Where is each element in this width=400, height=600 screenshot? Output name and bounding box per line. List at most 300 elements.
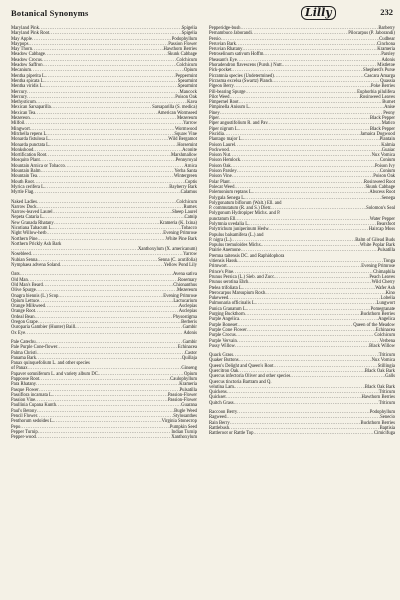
entry-synonym: Asclepias <box>178 309 197 315</box>
entry-name: Narrow Dock <box>11 204 37 210</box>
entry-synonym: Tobacco <box>181 225 197 231</box>
entry-synonym: Cinchona <box>377 41 395 47</box>
entry-name: velutina Lam. <box>209 384 236 390</box>
entry-synonym: Yarrow <box>183 252 197 258</box>
entry-name: Naked Ladies <box>11 199 37 205</box>
entry-name: Piper nigrum L. <box>209 126 239 132</box>
entry-synonym: Wild Cherry <box>371 280 395 286</box>
entry-synonym: Berberis <box>181 320 197 326</box>
entry-name: Persio <box>209 36 221 42</box>
entry-name: Paul's Betony <box>11 408 37 414</box>
entry-synonym: Colchicum <box>374 333 395 339</box>
entry-name: Peruvian Bark <box>209 41 236 47</box>
entry-name: Quercus infectoria Oliver and other species <box>209 374 291 380</box>
entry-name: Myrica cerifera L. <box>11 184 46 190</box>
entry-synonym: Peach Leaves <box>369 274 395 280</box>
entry-synonym: Skunk Cabbage <box>365 184 395 190</box>
entry-synonym: Stylosanthes <box>173 414 197 420</box>
synonym-entry <box>11 331 197 336</box>
entry-synonym: Baptisia <box>379 425 395 431</box>
entry-name: Prunus serotina Ehrh. <box>209 280 250 286</box>
entry-name: Purging Buckthorn <box>209 312 245 318</box>
entry-synonym: Rosinweed Leaves <box>359 94 395 100</box>
entry-synonym: Pomegranate <box>370 306 395 312</box>
entry-name: Narrow-leaved Laurel <box>11 210 53 216</box>
entry-name: Penthorum sedoides L. <box>11 419 55 425</box>
entry-name: Pepperidge-bush <box>209 26 241 31</box>
entry-name: Ragweed <box>209 415 227 421</box>
entry-synonym: Parsley <box>381 52 395 58</box>
entry-synonym: Wafer Ash <box>375 285 395 291</box>
entry-synonym: Triticum <box>378 390 395 396</box>
page-number: 232 <box>380 7 393 17</box>
entry-name: Purple Cone Flower <box>209 327 247 333</box>
entry-synonym: Black Oak Bark <box>364 369 395 374</box>
entry-synonym: Skunk Cabbage <box>167 52 197 58</box>
entry-synonym: Abscess Root <box>369 190 395 196</box>
entry-synonym: Guarana <box>181 403 197 409</box>
entry-name: Mexican Sarsaparilla <box>11 105 51 111</box>
entry-synonym: Peony <box>383 110 395 116</box>
entry-synonym: Poke Berries <box>370 84 395 90</box>
entry-name: Meadow Saffron <box>11 63 43 69</box>
dot-leader <box>234 401 379 406</box>
entry-synonym: Rosinweed Root <box>363 179 395 185</box>
entry-name: Monkshood <box>11 147 34 153</box>
entry-name: Myrtle Flag <box>11 190 34 196</box>
entry-name: Opium Lettuce <box>11 298 40 304</box>
entry-synonym: Buckthorn Berries <box>360 420 395 426</box>
entry-name: Mingwort <box>11 126 30 132</box>
entry-name: Pepo <box>11 424 21 430</box>
entry-synonym: Guaiac <box>381 147 395 153</box>
entry-synonym: Rosemary <box>177 277 197 283</box>
dot-leader <box>290 374 385 379</box>
entry-name: Piscidia <box>209 131 224 137</box>
entry-synonym: American Wormseed <box>157 110 197 116</box>
entry-synonym: Pumpkin Seed <box>169 424 197 430</box>
entry-name: Maryland Pink <box>11 26 39 31</box>
entry-name: vitiensis Hassk. <box>209 259 239 265</box>
entry-name: Oregon Grape <box>11 320 38 326</box>
entry-name: Poison Laurel <box>209 142 236 148</box>
entry-name: Polygonatum biflorum (Walt.) Ell. and <box>209 200 282 206</box>
entry-synonym: Echinacea <box>177 345 197 351</box>
entry-name: Para Rhatany <box>11 382 37 388</box>
entry-synonym: Mistletoe <box>377 63 395 69</box>
entry-synonym: Evening Primrose <box>163 293 197 299</box>
entry-name: Polytrichum juniperinum Hedw. <box>209 227 270 233</box>
entry-synonym: Barberry <box>378 26 395 31</box>
entry-name: Pilot Weed <box>209 94 230 100</box>
entry-synonym: Black Pepper <box>369 116 395 122</box>
entry-synonym: Caulophyllum <box>170 377 197 382</box>
entry-name: May Apple <box>11 36 32 42</box>
entry-name: Pimpinella Anisum L. <box>209 105 251 111</box>
entry-name: Polar Plant <box>209 179 230 185</box>
entry-name: Piper <box>209 116 219 122</box>
entry-name: Passiflora incarnata L. <box>11 392 54 398</box>
entry-name: Poison Nut <box>209 153 230 159</box>
entry-name: Pheasant's Eye <box>209 57 237 63</box>
entry-name: Pick-pocket <box>209 68 232 74</box>
entry-synonym: Pulsatilla <box>179 387 197 393</box>
entry-name: Punica Granatum L. <box>209 306 247 312</box>
entry-name: Pterocarpus Marsupium Roxb. <box>209 290 267 296</box>
entry-name: Piper angustifolium R. and Pav. <box>209 121 269 127</box>
entry-name: Panama Bark <box>11 355 37 361</box>
entry-synonym: Asclepias <box>178 304 197 310</box>
entry-synonym: Black Willow <box>369 343 395 349</box>
entry-synonym: Kino <box>385 290 395 296</box>
entry-name: Polygala Senega L. <box>209 195 246 201</box>
entry-name: P. commutatum (R. and S.) Dietr. <box>209 206 272 212</box>
entry-name: Rattlebush <box>209 425 230 431</box>
entry-name: Picramnia species (Undetermined) <box>209 73 274 79</box>
entry-name: May Thorn <box>11 47 33 53</box>
entry-synonym: Nux Vomica <box>371 358 395 364</box>
entry-synonym: Colchicum <box>176 57 197 63</box>
entry-name: Olive Spurge <box>11 288 36 294</box>
entry-name: Nubian Senna <box>11 257 38 263</box>
dot-leader <box>60 263 164 268</box>
entry-name: Polymnia uvedalia L. <box>209 221 250 227</box>
entry-synonym: Gambir <box>182 339 197 345</box>
entry-name: Prairie Anemone <box>209 248 241 254</box>
entry-name: Mecanium <box>11 68 32 74</box>
entry-name: Nymphaea advena Soland <box>11 263 60 269</box>
dot-leader <box>36 435 171 440</box>
entry-name: Queen's Delight and Queen's Root <box>209 363 274 369</box>
entry-synonym: Spearmint <box>177 84 197 90</box>
entry-synonym: Wild Bergamot <box>168 137 197 143</box>
entry-name: Maryland Pink Root <box>11 31 50 37</box>
entry-synonym: Verbena <box>379 338 395 344</box>
entry-name: Paullinia Cupana Kunth <box>11 403 57 409</box>
entry-synonym: Haircap Moss <box>368 227 395 233</box>
entry-synonym: Horsemint <box>177 142 197 148</box>
entry-name: Night Willow-herb <box>11 231 47 237</box>
dot-leader <box>25 331 183 336</box>
entry-synonym: Colchicum <box>176 63 197 69</box>
entry-name: Methysticum <box>11 100 36 106</box>
entry-synonym: Buckthorn Berries <box>360 312 395 318</box>
entry-synonym: Water Pepper <box>369 216 395 222</box>
entry-synonym: Yarrow <box>183 121 197 127</box>
entry-name: Rain Berry <box>209 420 230 426</box>
right-column <box>209 26 395 441</box>
entry-synonym: Marshmallow <box>170 153 197 159</box>
entry-synonym: Black Oak Bark <box>364 384 395 390</box>
entry-synonym: Solomon's Seal <box>366 206 395 212</box>
entry-name: Ouroparia Gambier (Hunter) Baill. <box>11 325 77 331</box>
entry-name: Old Man <box>11 277 28 283</box>
entry-synonym: Colchicum <box>176 199 197 205</box>
entry-synonym: Opium <box>183 68 197 74</box>
entry-name: Premna taitensis DC. and Raphidophora <box>209 253 285 259</box>
entry-synonym: Burnet <box>382 100 395 106</box>
entry-name: Polygonum Hydropiper Michx. and P. <box>209 211 281 217</box>
entry-synonym: Anise <box>384 105 395 111</box>
entry-name: Raccoon Berry <box>209 410 238 416</box>
entry-synonym: Bearsfoot <box>376 221 395 227</box>
entry-name: Pockwood <box>209 147 229 153</box>
entry-synonym: Indian Turnip <box>171 429 197 435</box>
entry-name: Polecat Weed <box>209 184 235 190</box>
entry-name: Maypops <box>11 41 29 47</box>
entry-synonym: Krameria <box>377 47 395 53</box>
entry-synonym: Hawthorn Berries <box>163 47 197 53</box>
entry-synonym: Cascara Amarga <box>364 73 395 79</box>
entry-synonym: Echinacea <box>375 327 395 333</box>
dot-leader <box>235 344 369 349</box>
entry-name: Plantago major L. <box>209 137 243 143</box>
entry-name: Orange Milkweed <box>11 304 45 310</box>
entry-name: Palma Christi <box>11 350 37 356</box>
entry-synonym: Hawthorn Berries <box>361 395 395 401</box>
entry-synonym: Krameria <box>179 382 197 388</box>
entry-synonym: Arnica <box>184 163 197 169</box>
entry-synonym: Shepherd's Purse <box>363 68 395 74</box>
entry-synonym: Pennyroyal <box>175 158 197 164</box>
entry-name: Quickset <box>209 395 226 401</box>
entry-synonym: White Poplar Bark <box>359 243 395 249</box>
entry-synonym: Pilocarpus (P. Jaborandi) <box>348 31 395 37</box>
entry-synonym: Cudbear <box>379 36 395 42</box>
entry-synonym: Balm of Gilead Buds <box>355 237 395 243</box>
entry-synonym: Senecio <box>380 415 395 421</box>
entry-name: Nepeta Cataria L. <box>11 215 45 221</box>
entry-synonym: Virginia Stonecrop <box>161 419 197 425</box>
entry-synonym: Opium <box>183 371 197 377</box>
entry-synonym: Pulsatilla <box>377 248 395 254</box>
entry-name: Pigeon Berry <box>209 84 234 90</box>
left-column <box>11 26 197 441</box>
entry-synonym: Mezereum <box>176 116 197 122</box>
page-header <box>11 4 395 22</box>
entry-name: Monarda fistulosa L. <box>11 137 51 143</box>
entry-synonym: Adonis <box>381 57 395 63</box>
entry-synonym: Quassia <box>380 78 395 84</box>
entry-synonym: Poison Ivy <box>374 163 395 169</box>
entry-synonym: Lobelia <box>380 296 395 302</box>
entry-name: Onagra biennis (L.) Scop. <box>11 293 60 299</box>
entry-synonym: Sarsaparilla (S. medica) <box>152 105 197 111</box>
entry-synonym: Black Pepper <box>369 126 395 132</box>
entry-synonym: Poison Oak <box>175 94 197 100</box>
entry-name: Quack Grass <box>209 353 234 359</box>
entry-name: Northern Prickly Ash Bark <box>11 241 62 247</box>
entry-name: Pale Catechu <box>11 339 36 345</box>
entry-synonym: Tonga <box>383 259 395 265</box>
entry-name: Mortification Root <box>11 153 47 159</box>
entry-synonym: Passion Flower <box>168 41 197 47</box>
entry-name: Old Man's Beard <box>11 282 43 288</box>
entry-synonym: Passion-Flower <box>167 398 197 404</box>
entry-synonym: Poison Oak <box>373 174 395 180</box>
entry-synonym: Passion-Flower <box>167 392 197 398</box>
entry-synonym: Xanthoxylum (X. americanum) <box>138 247 197 253</box>
entry-synonym: Kava <box>187 100 197 106</box>
entry-name: Pernambuco Jaborandi <box>209 31 252 37</box>
entry-synonym: Yerba Santa <box>174 169 197 175</box>
entry-synonym: Castor <box>184 350 197 356</box>
entry-synonym: Lactucarium <box>173 298 197 304</box>
entry-name: Petroselinum sativum Hoffm. <box>209 52 265 58</box>
dot-leader <box>254 431 374 436</box>
entry-name: Mentha piperita L. <box>11 73 47 79</box>
entry-name: New Granada Rhatany <box>11 220 54 226</box>
entry-name: punctatum Ell. <box>209 216 237 222</box>
synonym-entry <box>11 190 197 195</box>
entry-synonym: Yellow Pond Lily <box>163 263 197 269</box>
entry-name: Purple Angelica <box>209 317 240 323</box>
entry-synonym: Angelica <box>378 317 395 323</box>
entry-name: Picrasma excelsa (Swartz) Planch. <box>209 78 274 84</box>
entry-name: Oats <box>11 272 20 278</box>
entry-name: Nosebleed <box>11 252 31 258</box>
entry-synonym: Aconite <box>182 147 197 153</box>
entry-synonym: Peppermint <box>175 73 197 79</box>
entry-synonym: Xanthoxylum <box>171 435 197 441</box>
entry-synonym: Physostigma <box>173 314 197 320</box>
entry-synonym: Spigelia <box>181 26 197 31</box>
entry-name: Pencil Flower <box>11 414 38 420</box>
entry-name: Pukeweed <box>209 296 229 302</box>
entry-name: Nicotiana Tabacum L. <box>11 225 53 231</box>
entry-synonym: Triticum <box>378 400 395 406</box>
entry-synonym: Evening Primrose <box>163 231 197 237</box>
entry-name: Purple Crocus <box>209 333 236 339</box>
entry-name: Mentha viridis L. <box>11 84 44 90</box>
entry-synonym: Cimicifuga <box>373 431 395 437</box>
entry-name: Populus tremuloides Michx. <box>209 243 262 249</box>
entry-synonym: Lungwort <box>376 301 395 307</box>
entry-name: Pale Purple Cone-flower <box>11 345 58 351</box>
entry-synonym: Nux Vomica <box>371 153 395 159</box>
entry-name: Mountain Arnica or Tobacco <box>11 163 65 169</box>
entry-synonym: Spigelia <box>181 31 197 37</box>
entry-synonym: Jamaica Dogwood <box>360 131 395 137</box>
dot-leader <box>271 206 366 211</box>
lilly-logo: Lilly <box>301 6 336 20</box>
entry-synonym: Queen of the Meadow <box>353 322 395 328</box>
entry-name: Passion Vine <box>11 398 36 404</box>
entry-name: Ox Eye <box>11 330 26 336</box>
entry-name: Pulmonaria officinalis L. <box>209 301 256 307</box>
entry-name: Mitchella repens L. <box>11 131 48 137</box>
entry-name: Phoradendron flavescens (Pursh.) Nutt. <box>209 63 283 69</box>
entry-name: Poison Oak <box>209 163 231 169</box>
synonym-entry <box>209 431 395 436</box>
entry-synonym: Mezereum <box>176 288 197 294</box>
entry-name: Mexican Tea <box>11 110 36 116</box>
entry-synonym: Chimaphila <box>373 269 395 275</box>
entry-synonym: Senega <box>381 195 395 201</box>
entry-name: Populus balsamifera (L.) and <box>209 232 264 238</box>
entry-synonym: Catnip <box>184 215 197 221</box>
entry-synonym: Triticum <box>378 353 395 359</box>
entry-name: Pussy Willow <box>209 343 235 349</box>
entry-synonym: Krameria (K. Ixina) <box>159 220 197 226</box>
entry-synonym: Plantain <box>379 137 395 143</box>
entry-name: Mercury <box>11 89 28 95</box>
entry-name: Purple Boneset <box>209 322 238 328</box>
entry-name: Poison Hemlock <box>209 158 241 164</box>
synonym-entry <box>209 401 395 406</box>
entry-name: Northern Pine <box>11 236 38 242</box>
entry-name: Pasque Flower <box>11 387 39 393</box>
entry-name: Mosquito Plant <box>11 158 40 164</box>
entry-name: Quickens <box>209 390 227 396</box>
dot-leader <box>33 190 180 195</box>
entry-name: Papaver somniferum L. and variety album DC. <box>11 371 99 377</box>
entry-synonym: Senna (C. acutifolia) <box>158 257 197 263</box>
entry-synonym: Avena sativa <box>173 272 197 278</box>
entry-synonym: Conium <box>379 169 395 175</box>
synonym-entry <box>11 263 197 268</box>
entry-name: P. nigra (L.) <box>209 237 232 243</box>
entry-name: Rattleroot or Rattle Top <box>209 431 254 437</box>
entry-name: Pappoose Root <box>11 377 40 382</box>
page-title: Botanical Synonyms <box>11 8 89 18</box>
entry-name: Orange Root <box>11 309 36 315</box>
entry-name: Pepper Turnip <box>11 429 38 435</box>
entry-synonym: Podophyllum <box>369 410 395 416</box>
entry-synonym: Ginseng <box>181 366 197 372</box>
entry-name: Ordeal Bean <box>11 314 35 320</box>
entry-synonym: Rumex <box>183 204 197 210</box>
entry-synonym: Chionanthus <box>173 282 197 288</box>
entry-name: Mercury <box>11 94 28 100</box>
dot-leader <box>270 227 369 232</box>
entry-name: Primwort <box>209 264 227 270</box>
entry-synonym: Euphorbia pilulifera <box>357 89 395 95</box>
entry-synonym: Stillingia <box>377 363 395 369</box>
entry-synonym: White Pine Bark <box>165 236 197 242</box>
entry-name: Quercitron Oak <box>209 369 239 374</box>
entry-synonym: Adonis <box>183 330 197 336</box>
entry-name: Mezereon <box>11 116 30 122</box>
entry-synonym: Bayberry Bark <box>169 184 197 190</box>
entry-synonym: Galls <box>385 374 395 380</box>
entry-name: Prince's Pine <box>209 269 234 275</box>
entry-name: Ptelea trifoliata L. <box>209 285 243 291</box>
entry-name: Poison Vine <box>209 174 232 180</box>
synonym-entry <box>209 344 395 349</box>
entry-name: Poison Parsley <box>209 169 237 175</box>
entry-name: Mentha spicata L. <box>11 78 45 84</box>
entry-name: Meadow Crocus <box>11 57 42 63</box>
entry-name: Pepper-wood <box>11 435 36 441</box>
entry-name: Monarda punctata L. <box>11 142 51 148</box>
entry-synonym: Sheep Laurel <box>172 210 197 216</box>
entry-synonym: Coptis <box>184 179 197 185</box>
synonym-columns <box>11 26 395 441</box>
entry-name: Pill-bearing Spurge <box>209 89 246 95</box>
entry-name: Quercus tinctoria Bartram and Q. <box>209 379 272 385</box>
entry-name: Meadow Cabbage <box>11 52 45 58</box>
entry-name: Quaker Buttons <box>209 358 239 364</box>
entry-name: Quitch Grass <box>209 400 234 406</box>
entry-name: Polemonium reptans L. <box>209 190 253 196</box>
entry-synonym: Wormwood <box>174 126 197 132</box>
entry-synonym: Quillaja <box>181 355 197 361</box>
entry-name: Mountain Tea <box>11 174 38 180</box>
entry-name: Pimpernel Root <box>209 100 239 106</box>
entry-synonym: Squaw Vine <box>174 131 197 137</box>
synonym-entry <box>11 435 197 440</box>
